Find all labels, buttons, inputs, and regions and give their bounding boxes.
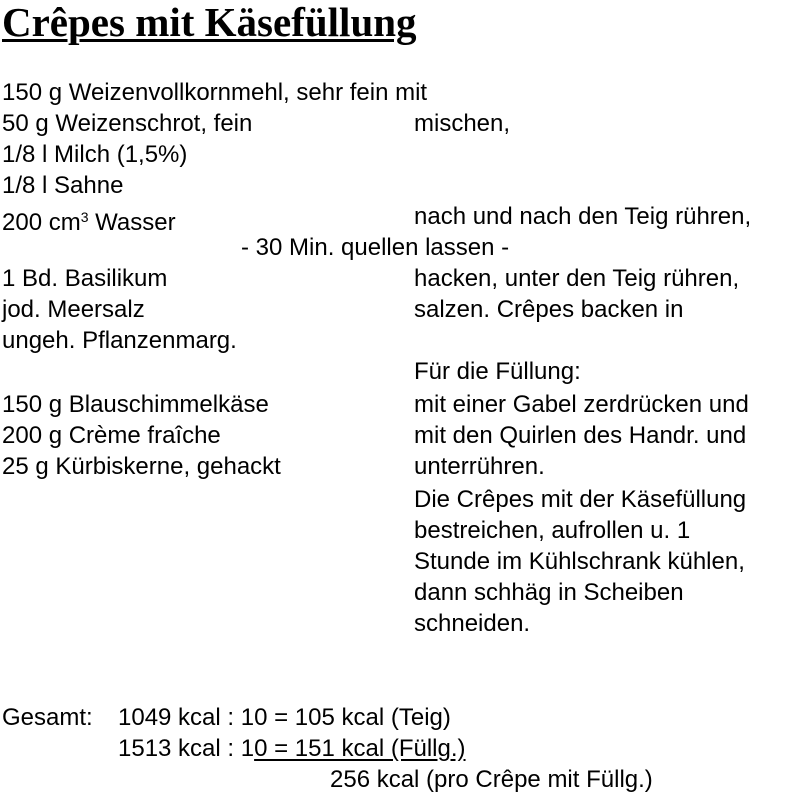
totals-filling-kcal-plain: 1513 kcal : 1 bbox=[118, 735, 255, 762]
totals-filling-kcal-underlined: 0 = 151 kcal (Füllg.) bbox=[254, 735, 466, 762]
instruction-chop-basil: hacken, unter den Teig rühren, bbox=[414, 265, 740, 292]
ingredient-cream: 1/8 l Sahne bbox=[2, 172, 124, 199]
instruction-whisk: mit den Quirlen des Handr. und bbox=[414, 422, 747, 449]
instruction-fold-in: unterrühren. bbox=[414, 453, 545, 480]
ingredient-salt: jod. Meersalz bbox=[2, 296, 145, 323]
instruction-stir-dough: nach und nach den Teig rühren, bbox=[414, 203, 752, 230]
ingredient-water bbox=[2, 202, 176, 238]
ingredient-margarine: ungeh. Pflanzenmarg. bbox=[2, 327, 237, 354]
ingredient-milk: 1/8 l Milch (1,5%) bbox=[2, 141, 188, 168]
ingredient-flour: 150 g Weizenvollkornmehl, sehr fein mit bbox=[2, 79, 428, 106]
instruction-mash: mit einer Gabel zerdrücken und bbox=[414, 391, 749, 418]
instruction-salt-bake: salzen. Crêpes backen in bbox=[414, 296, 684, 323]
totals-filling-kcal bbox=[118, 734, 466, 764]
instruction-step-5: schneiden. bbox=[414, 610, 531, 637]
filling-heading: Für die Füllung: bbox=[414, 358, 581, 385]
instruction-step-4: dann schhäg in Scheiben bbox=[414, 579, 684, 606]
ingredient-wheat-grist: 50 g Weizenschrot, fein bbox=[2, 110, 253, 137]
totals-label: Gesamt: bbox=[2, 704, 93, 731]
filling-pumpkin-seeds: 25 g Kürbiskerne, gehackt bbox=[2, 453, 281, 480]
instruction-step-3: Stunde im Kühlschrank kühlen, bbox=[414, 548, 745, 575]
totals-per-crepe-kcal: 256 kcal (pro Crêpe mit Füllg.) bbox=[330, 766, 653, 793]
ingredient-basil: 1 Bd. Basilikum bbox=[2, 265, 168, 292]
instruction-step-2: bestreichen, aufrollen u. 1 bbox=[414, 517, 691, 544]
filling-blue-cheese: 150 g Blauschimmelkäse bbox=[2, 391, 269, 418]
rest-note: - 30 Min. quellen lassen - bbox=[241, 234, 510, 261]
instruction-mix: mischen, bbox=[414, 110, 511, 137]
instruction-step-1: Die Crêpes mit der Käsefüllung bbox=[414, 486, 747, 513]
water-label: Wasser bbox=[88, 209, 176, 236]
water-amount: 200 cm bbox=[2, 209, 81, 236]
totals-dough-kcal: 1049 kcal : 10 = 105 kcal (Teig) bbox=[118, 704, 451, 731]
water-unit-exponent: 3 bbox=[80, 209, 89, 225]
recipe-title: Crêpes mit Käsefüllung bbox=[2, 0, 417, 45]
filling-creme-fraiche: 200 g Crème fraîche bbox=[2, 422, 221, 449]
